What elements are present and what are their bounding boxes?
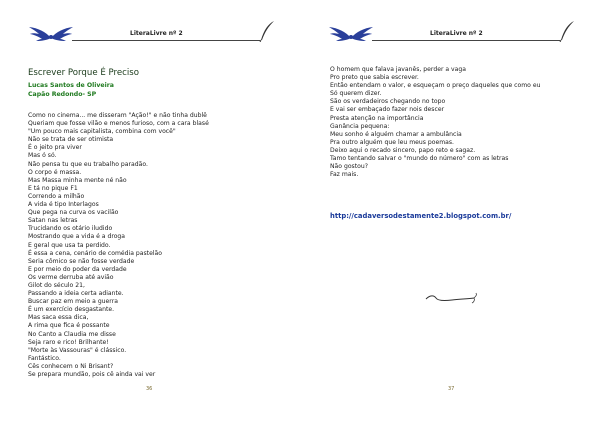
poem-title: Escrever Porque É Preciso: [28, 68, 140, 78]
poem-line: Correndo a milhão: [28, 192, 85, 200]
blog-link[interactable]: http://cadaversodestamente2.blogspot.com.br/: [330, 212, 512, 220]
winged-logo-icon: [328, 22, 374, 44]
poem-line: Ganância pequena:: [330, 122, 390, 130]
poem-line: Cês conhecem o Ni Brisant?: [28, 362, 114, 370]
poem-line: Queriam que fosse vilão e menos furioso, com a cara blasé: [28, 120, 209, 128]
header-rule: [372, 40, 560, 41]
poem-line: "Morte às Vassouras" é clássico.: [28, 346, 127, 354]
poem-line: E geral que usa ta perdido.: [28, 241, 111, 249]
poem-line: Tamo tentando salvar o "mundo do número" com as letras: [330, 155, 509, 163]
poem-line: Faz mais.: [330, 171, 359, 179]
poem-line: São os verdadeiros chegando no topo: [330, 98, 446, 106]
poem-line: Deixo aqui o recado sincero, papo reto e sagaz.: [330, 146, 476, 154]
poem-line: Seja raro e rico! Brilhante!: [28, 338, 109, 346]
page-number: 36: [146, 386, 153, 392]
poem-line: Mas ó só.: [28, 152, 57, 160]
poem-line: Seria cômico se não fosse verdade: [28, 257, 135, 265]
page-number: 37: [448, 386, 455, 392]
poem-line: Satan nas letras: [28, 217, 78, 225]
poem-line: É o jeito pra viver: [28, 144, 82, 152]
poem-line: O homem que falava javanês, perder a vaga: [330, 66, 466, 73]
quill-pen-icon: [558, 20, 576, 42]
poem-line: A rima que fica é possante: [28, 322, 110, 330]
poem-line: Se prepara mundão, pois cê ainda vai ver: [28, 371, 156, 378]
flourish-ornament: [424, 292, 478, 304]
poem-line: E por meio do poder da verdade: [28, 265, 127, 273]
poem-line: Pra outro alguém que leu meus poemas.: [330, 138, 454, 146]
poem-line: Fantástico.: [28, 354, 61, 362]
poem-line: Que pega na curva os vacilão: [28, 209, 119, 217]
poem-body-continued: [330, 66, 540, 179]
poem-line: Não pensa tu que eu trabalho paradão.: [28, 160, 148, 168]
poem-line: A vida é tipo Interlagos: [28, 201, 99, 209]
poem-line: Mostrando que a vida é a droga: [28, 233, 126, 241]
page-header: [28, 22, 278, 44]
poem-line: E vai ser embaçado fazer nois descer: [330, 106, 445, 114]
poem-line: Mas Massa minha mente né não: [28, 176, 127, 184]
poem-line: No Canto a Claudia me disse: [28, 330, 116, 338]
poem-line: "Um pouco mais capitalista, combina com você": [28, 128, 176, 136]
poem-line: Buscar paz em meio a guerra: [28, 298, 118, 306]
poem-line: Pro preto que sabia escrever.: [330, 74, 419, 82]
poem-line: Trucidando os otário iludido: [28, 225, 113, 233]
header-title: LiteraLivre nº 2: [430, 30, 483, 37]
poem-line: Como no cinema... me disseram "Ação!" e não tinha dublê: [28, 112, 207, 119]
poem-line: Passando a ideia certa adiante.: [28, 290, 124, 298]
poem-line: Meu sonho é alguém chamar a ambulância: [330, 130, 462, 138]
poem-line: Então entendam o valor, e esqueçam o preço daqueles que como eu: [330, 82, 541, 90]
poem-line: Só querem dizer.: [330, 90, 382, 98]
poem-line: É um exercício desgastante.: [28, 306, 115, 314]
poem-line: Presta atenção na importância: [330, 114, 424, 122]
poem-line: Mas saca essa dica,: [28, 314, 89, 322]
author-name: Lucas Santos de Oliveira: [28, 82, 114, 89]
poem-line: É essa a cena, cenário de comédia pastelão: [28, 249, 162, 257]
quill-pen-icon: [258, 20, 276, 42]
poem-line: E tá no pique F1: [28, 184, 78, 192]
poem-body: [28, 112, 209, 379]
poem-line: Não gostou?: [330, 163, 368, 171]
winged-logo-icon: [28, 22, 74, 44]
poem-line: O corpo é massa.: [28, 168, 82, 176]
poem-line: Os verme derruba até avião: [28, 273, 114, 281]
page-header: [328, 22, 578, 44]
author-location: Capão Redondo- SP: [28, 91, 97, 98]
header-title: LiteraLivre nº 2: [130, 30, 183, 37]
poem-line: Não se trata de ser otimista: [28, 136, 114, 144]
poem-line: Gilot do século 21,: [28, 281, 85, 289]
right-page: [300, 0, 600, 424]
header-rule: [72, 40, 260, 41]
